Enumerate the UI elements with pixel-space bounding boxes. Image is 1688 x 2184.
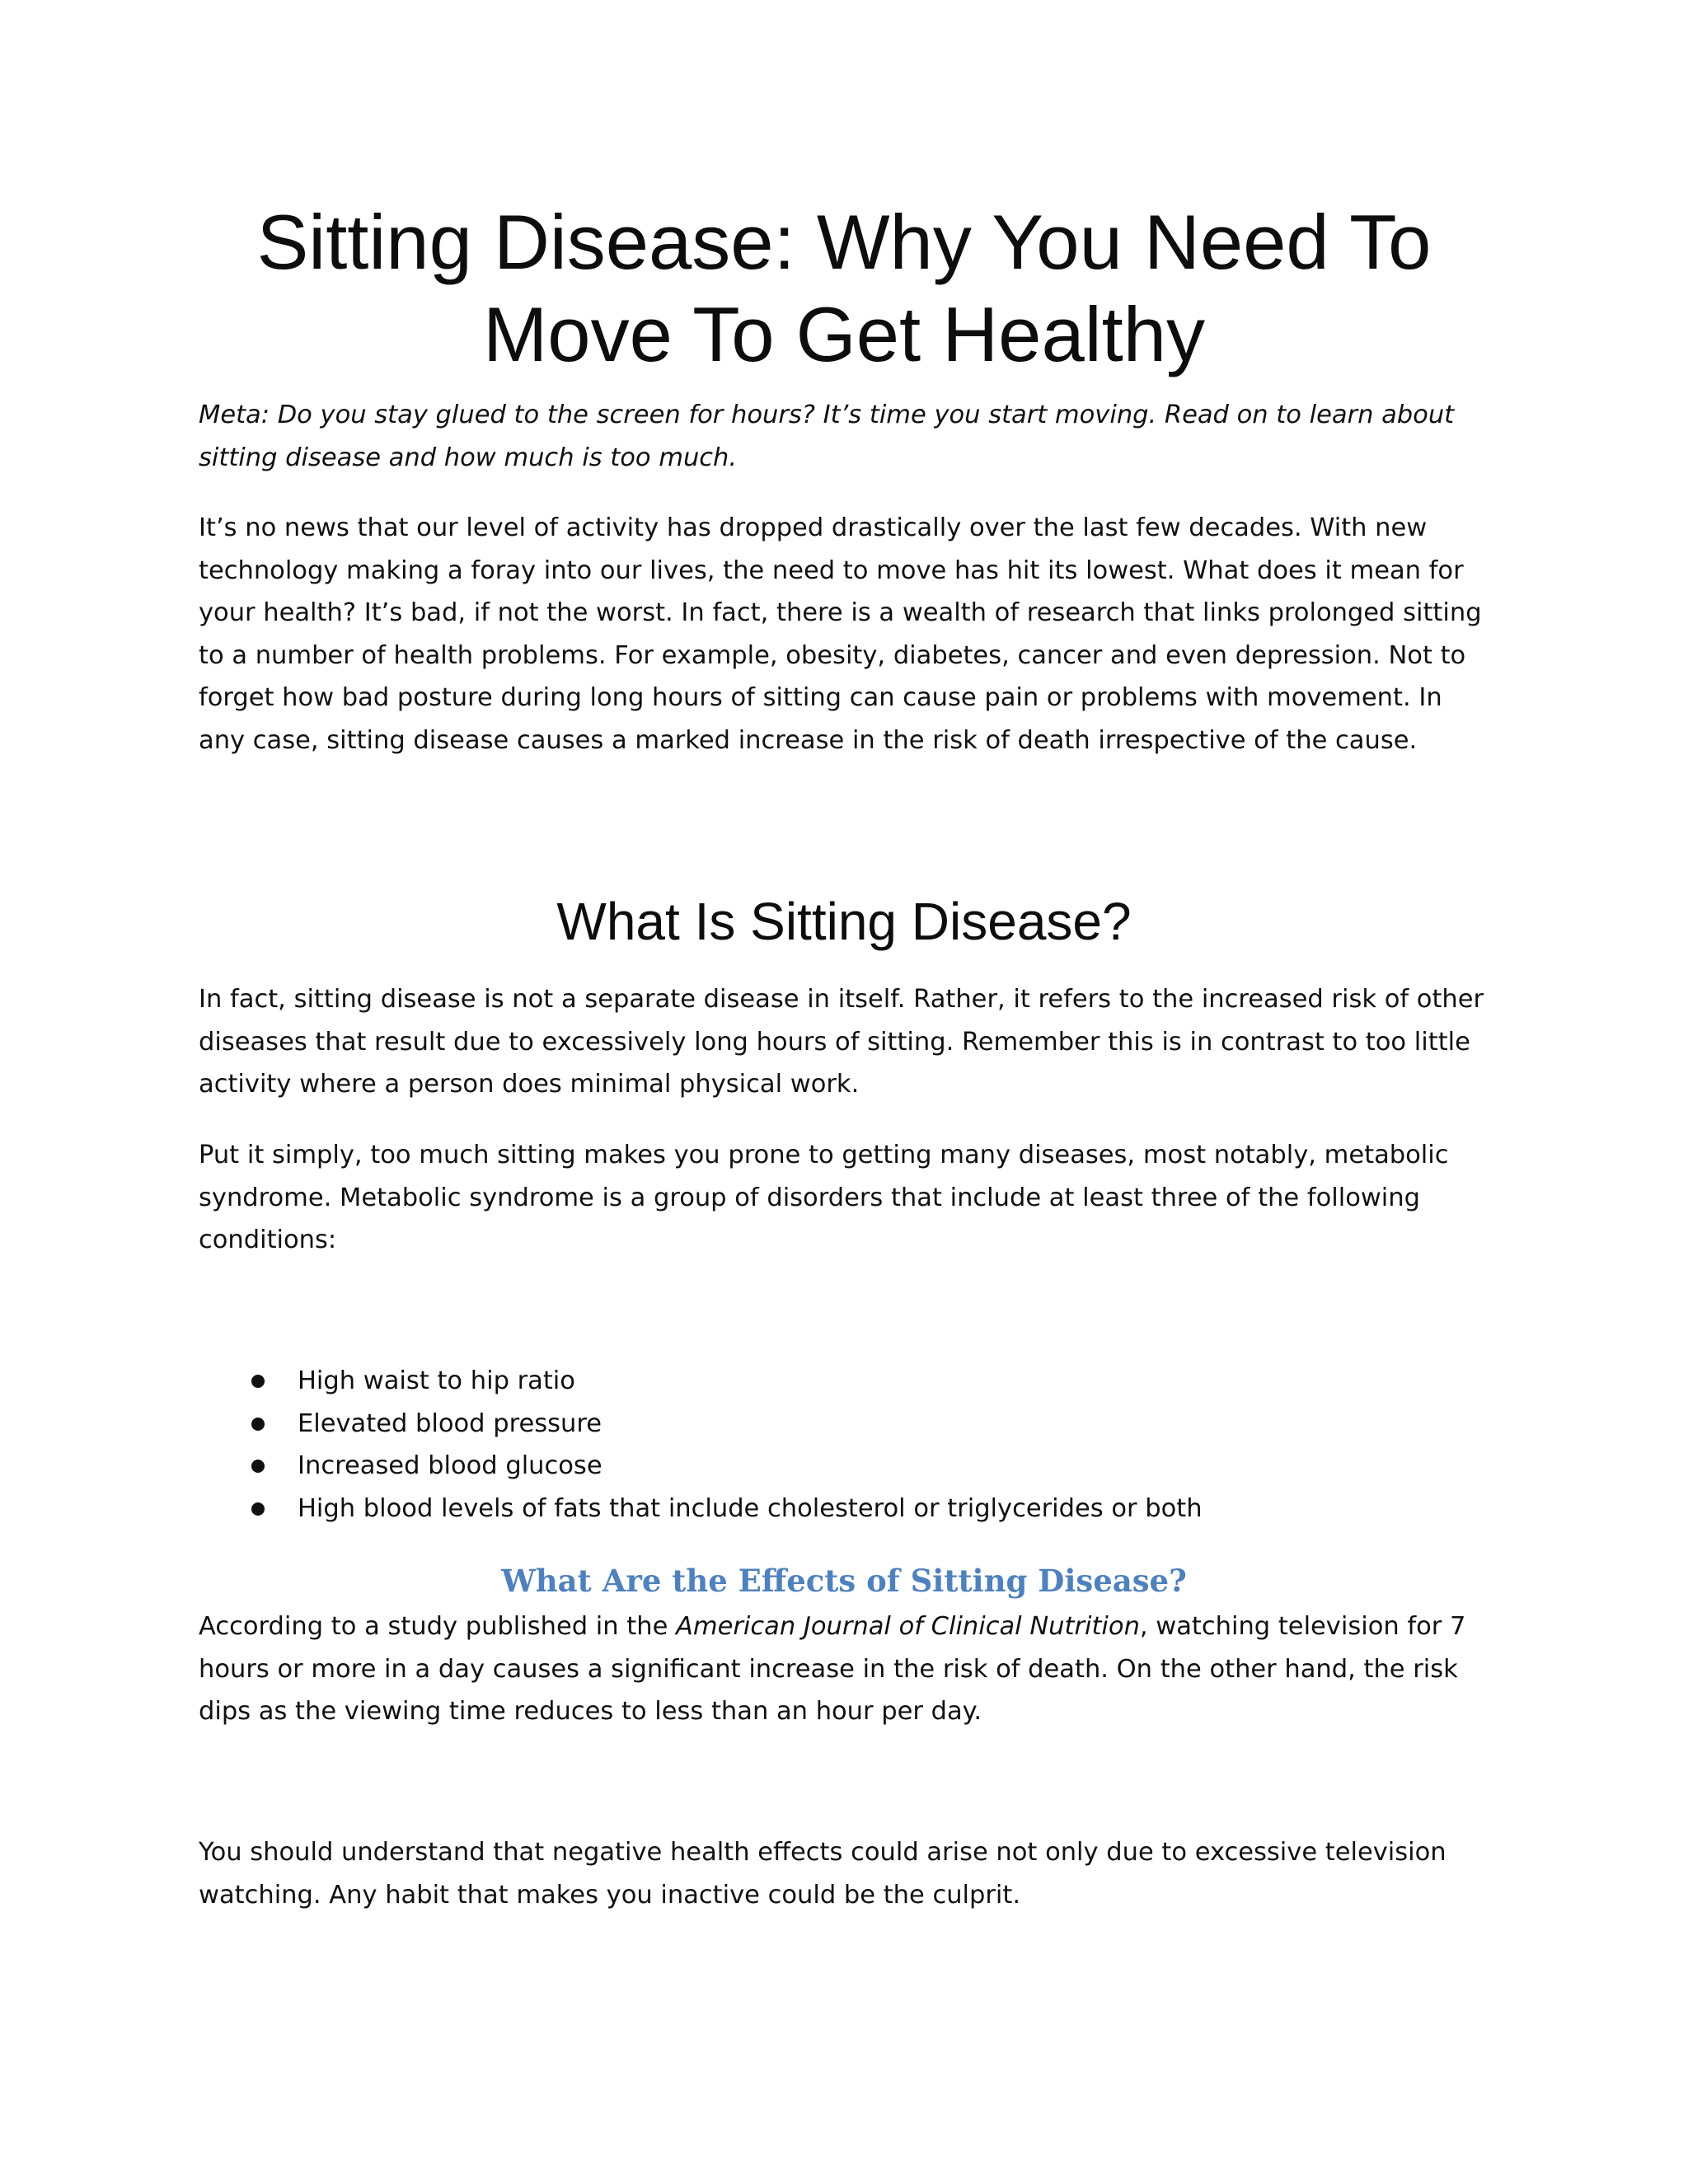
journal-name: American Journal of Clinical Nutrition — [676, 1612, 1140, 1641]
list-item-text: High waist to hip ratio — [298, 1366, 575, 1395]
list-item — [199, 1445, 1484, 1488]
document-title — [214, 196, 1474, 381]
bullet-icon — [251, 1418, 265, 1431]
intro-paragraph: It’s no news that our level of activity has dropped drastically over the last few decades. With new technology making a foray into our lives, the need to move has hit its lowest. What does it mean for your health? It’s bad, if not the worst. In fact, there is a wealth of research that links prolonged sitting to a number of health problems. For example, obesity, diabetes, cancer and even depression. Not to forget how bad posture during long hours of sitting can cause pain or problems with movement. In any case, sitting disease causes a marked increase in the risk of death irrespective of the cause. — [199, 513, 1482, 755]
list-item-text: Increased blood glucose — [298, 1451, 603, 1480]
study-text-after: , watching television for 7 hours or more in a day causes a significant increase in the risk of death. On the other hand, the risk dips as the viewing time reduces to less than an hour per day. — [199, 1612, 1466, 1726]
study-text-before: According to a study published in the — [199, 1612, 677, 1641]
list-item — [199, 1488, 1484, 1530]
list-item-text: Elevated blood pressure — [298, 1408, 602, 1438]
section-heading: What Is Sitting Disease? — [556, 892, 1132, 951]
list-item-text: High blood levels of fats that include cholesterol or triglycerides or both — [298, 1493, 1203, 1523]
title-line-2: Move To Get Healthy — [482, 291, 1206, 377]
meta-description: Meta: Do you stay glued to the screen for hours? It’s time you start moving. Read on to learn about sitting disease and how much is too much. — [199, 401, 1455, 472]
bullet-icon — [251, 1375, 265, 1388]
effects-subheading: What Are the Effects of Sitting Disease? — [501, 1563, 1187, 1599]
metabolic-syndrome-paragraph: Put it simply, too much sitting makes you prone to getting many diseases, most notably, metabolic syndrome. Metabolic syndrome is a group of disorders that include at least three of the following conditions: — [199, 1141, 1449, 1254]
conditions-list — [199, 1360, 1484, 1530]
study-paragraph — [199, 1605, 1493, 1733]
list-item — [199, 1403, 1484, 1446]
bullet-icon — [251, 1502, 265, 1516]
definition-paragraph: In fact, sitting disease is not a separate disease in itself. Rather, it refers to the increased risk of other diseases that result due to excessively long hours of sitting. Remember this is in contrast to too little activity where a person does minimal physical work. — [199, 985, 1484, 1099]
bullet-icon — [251, 1460, 265, 1473]
closing-paragraph: You should understand that negative health effects could arise not only due to excessive television watching. Any habit that makes you inactive could be the culprit. — [199, 1838, 1447, 1910]
title-line-1: Sitting Disease: Why You Need To — [256, 199, 1432, 285]
list-item — [199, 1360, 1484, 1403]
